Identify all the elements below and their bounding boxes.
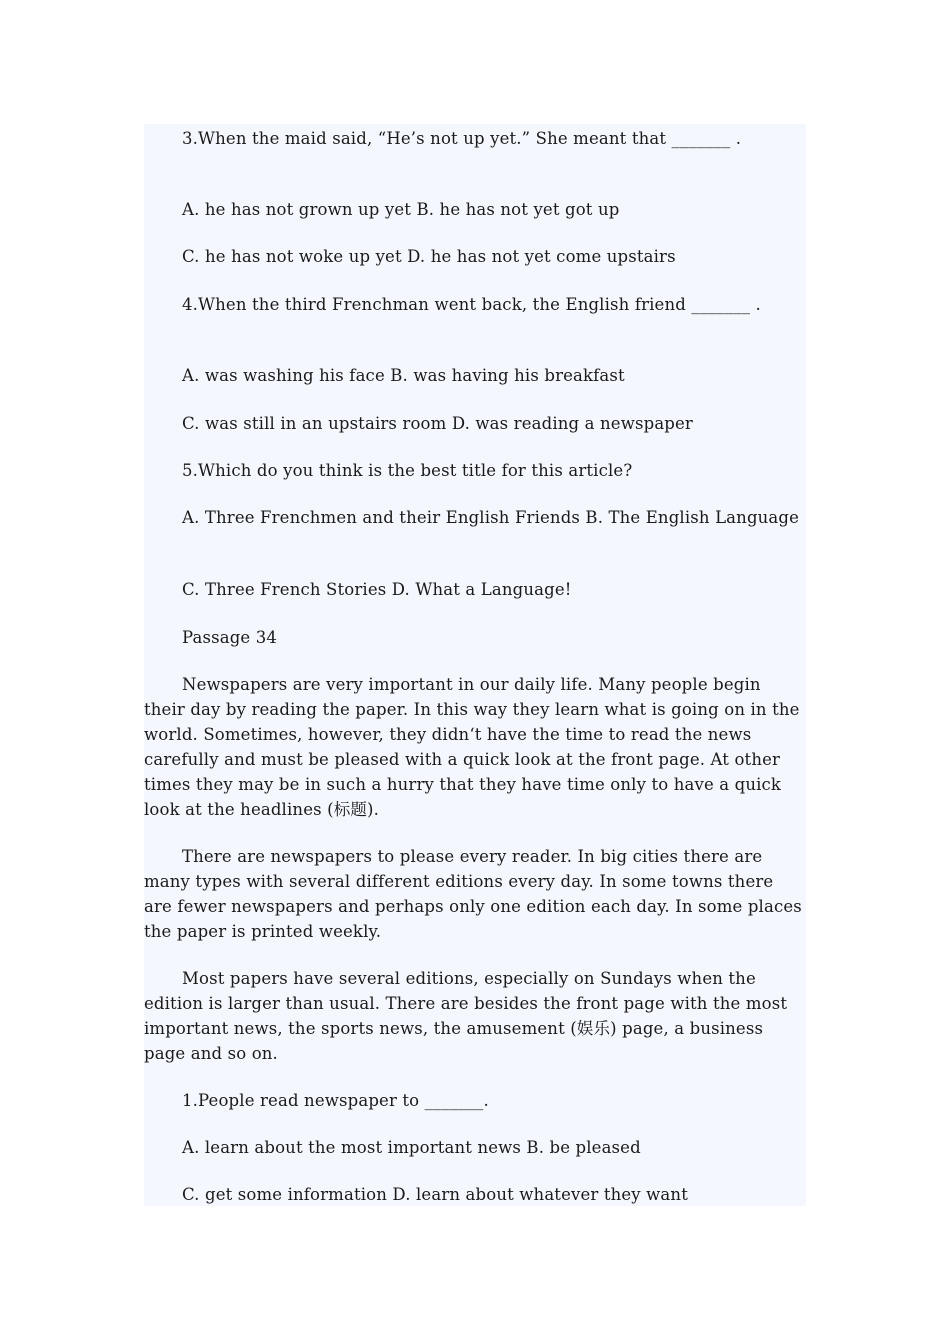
question-1-options-ab: A. learn about the most important news B. be pleased: [182, 1138, 641, 1157]
question-4-options-ab: A. was washing his face B. was having his breakfast: [182, 366, 625, 385]
document-body: [144, 124, 806, 1206]
question-3-options-ab: A. he has not grown up yet B. he has not yet got up: [182, 200, 620, 219]
question-5: 5.Which do you think is the best title for this article?: [182, 461, 633, 480]
passage-paragraph-2: There are newspapers to please every reader. In big cities there are many types with several different editions every day. In some towns there are fewer newspapers and perhaps only one edition each day. In some places the paper is printed weekly.: [144, 847, 808, 941]
passage-paragraph-1: Newspapers are very important in our daily life. Many people begin their day by reading the paper. In this way they learn what is going on in the world. Sometimes, however, they didn‘t have the time to read the news carefully and must be pleased with a quick look at the front page. At other times they may be in such a hurry that they have time only to have a quick look at the headlines (标题).: [144, 675, 805, 819]
question-3: 3.When the maid said, “He’s not up yet.” She meant that _______ .: [182, 129, 742, 148]
question-1-options-cd: C. get some information D. learn about whatever they want: [182, 1185, 688, 1204]
passage-paragraph-3: Most papers have several editions, especially on Sundays when the edition is larger than usual. There are besides the front page with the most important news, the sports news, the amusement (娱乐) page, a business page and so on.: [144, 969, 793, 1063]
question-1: 1.People read newspaper to _______.: [182, 1091, 489, 1110]
question-4-options-cd: C. was still in an upstairs room D. was reading a newspaper: [182, 414, 693, 433]
question-4: 4.When the third Frenchman went back, the English friend _______ .: [182, 295, 761, 314]
question-3-options-cd: C. he has not woke up yet D. he has not yet come upstairs: [182, 247, 676, 266]
question-5-options-ab: A. Three Frenchmen and their English Friends B. The English Language: [182, 508, 800, 527]
passage-heading: Passage 34: [182, 628, 278, 647]
question-5-options-cd: C. Three French Stories D. What a Language!: [182, 580, 572, 599]
